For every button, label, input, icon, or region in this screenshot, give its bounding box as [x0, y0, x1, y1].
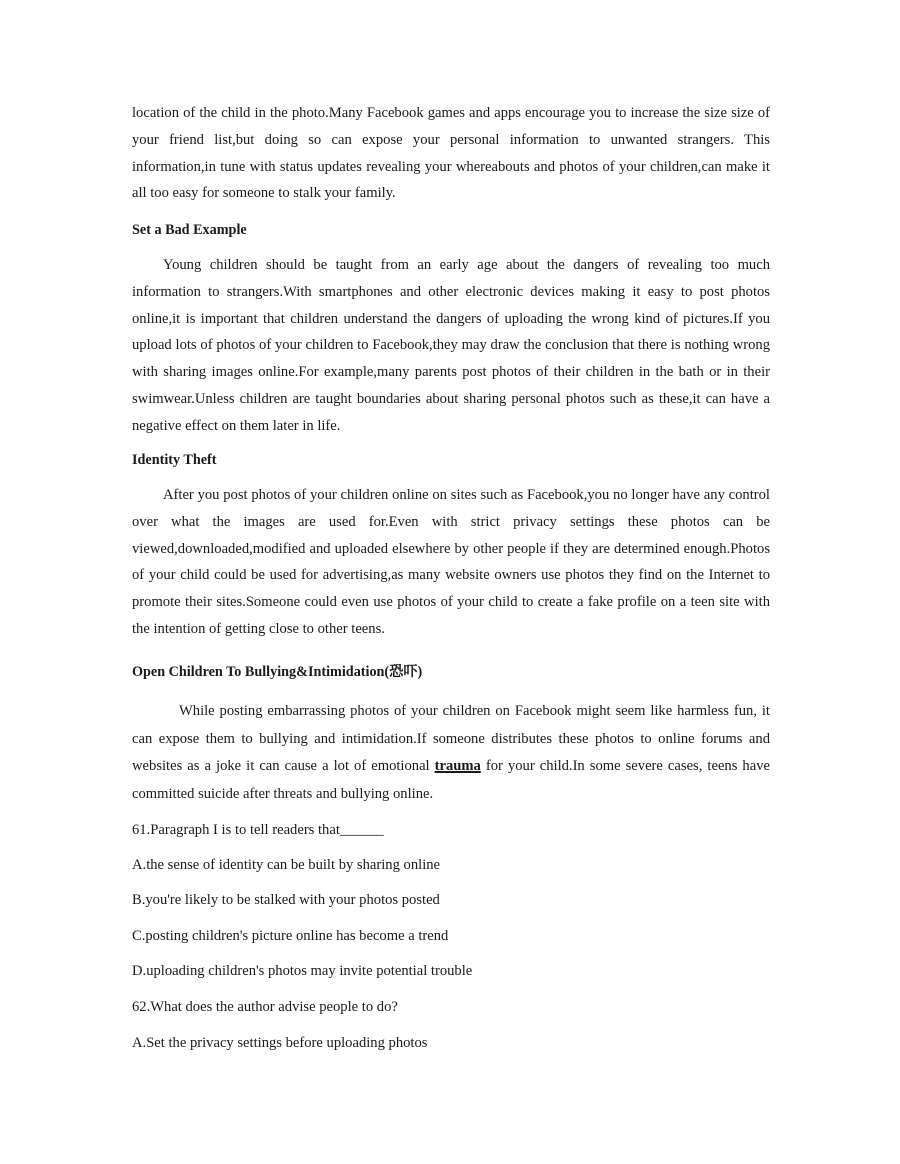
option-61-b: B.you're likely to be stalked with your photos posted — [132, 892, 440, 908]
keyword-trauma: trauma — [434, 758, 481, 775]
option-62-a: A.Set the privacy settings before uploading photos — [132, 1035, 428, 1051]
option-61-c: C.posting children's picture online has become a trend — [132, 928, 449, 944]
heading-bad-example: Set a Bad Example — [132, 222, 247, 238]
paragraph-stalking: location of the child in the photo.Many Facebook games and apps encourage you to increase the size size of your friend list,but doing so can expose your personal information to unwanted strangers. This information,in tune with status updates revealing your whereabouts and photos of your children,can make it all too easy for someone to stalk your family. — [132, 105, 770, 202]
paragraph-text: While posting embarrassing photos of your children on Facebook might seem like harmless fun, it can expose them to bullying and intimidation.If someone distributes these photos to online forums and websites as a joke it can cause a lot of emotional — [132, 703, 770, 775]
heading-bullying: Open Children To Bullying&Intimidation(恐吓) — [132, 664, 423, 680]
heading-identity-theft: Identity Theft — [132, 452, 217, 468]
option-61-a: A.the sense of identity can be built by sharing online — [132, 857, 441, 873]
option-61-d: D.uploading children's photos may invite potential trouble — [132, 963, 473, 979]
paragraph-bullying — [132, 698, 770, 808]
paragraph-text: for your child.In some severe cases, teens have committed suicide after threats and bullying online. — [132, 758, 770, 802]
paragraph-bad-example: Young children should be taught from an early age about the dangers of revealing too much information to strangers.With smartphones and other electronic devices making it easy to post photos online,it is important that children understand the dangers of uploading the wrong kind of pictures.If you upload lots of photos of your children to Facebook,they may draw the conclusion that there is nothing wrong with sharing images online.For example,many parents post photos of their children in the bath or in their swimwear.Unless children are taught boundaries about sharing personal photos such as these,it can have a negative effect on them later in life. — [132, 257, 770, 434]
paragraph-identity-theft: After you post photos of your children online on sites such as Facebook,you no longer have any control over what the images are used for.Even with strict privacy settings these photos can be viewed,downloaded,modified and uploaded elsewhere by other people if they are determined enough.Photos of your child could be used for advertising,as many website owners use photos they find on the Internet to promote their sites.Someone could even use photos of your child to create a fake profile on a teen site with the intention of getting close to other teens. — [132, 487, 770, 637]
question-62: 62.What does the author advise people to do? — [132, 999, 398, 1015]
question-61: 61.Paragraph I is to tell readers that______ — [132, 822, 384, 838]
